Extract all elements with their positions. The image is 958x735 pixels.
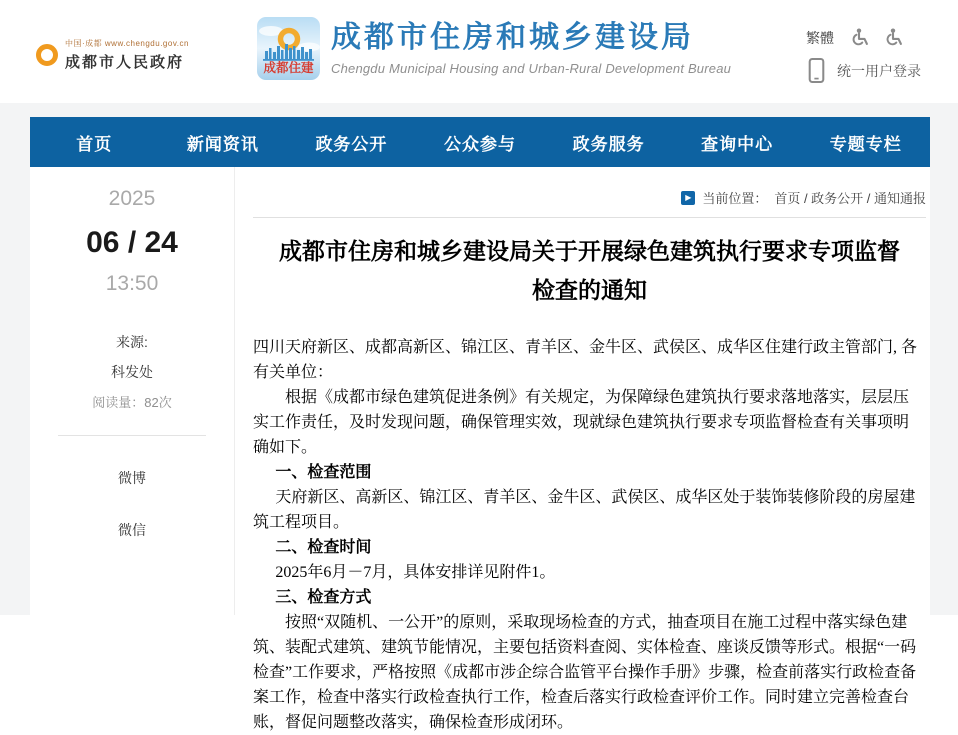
article-section-heading: 二、检查时间: [275, 539, 372, 556]
nav-item-home[interactable]: 首页: [76, 134, 113, 154]
source-label: 来源:: [116, 334, 148, 350]
source-value: 科发处: [111, 364, 153, 380]
share-weibo[interactable]: 微博: [118, 470, 146, 486]
gov-logo-small-text: 中国·成都 www.chengdu.gov.cn: [65, 39, 189, 48]
nav-item-gov-open[interactable]: 政务公开: [315, 134, 388, 154]
main-nav: [30, 117, 930, 167]
app-icon-label: 成都住建: [263, 61, 314, 75]
article-main: [235, 167, 930, 731]
view-count: 阅读量：82次: [92, 395, 172, 410]
nav-item-services[interactable]: 政务服务: [572, 134, 645, 154]
content-card: [30, 167, 930, 731]
breadcrumb-path[interactable]: 首页 / 政务公开 / 通知通报: [774, 191, 926, 206]
mobile-phone-icon[interactable]: [808, 57, 825, 84]
chengdu-gov-logo[interactable]: [36, 38, 189, 72]
gov-ring-icon: [36, 44, 58, 66]
header-tools: [806, 27, 928, 84]
bureau-app-icon: [257, 17, 320, 80]
breadcrumb: [253, 188, 926, 207]
publish-time: 13:50: [105, 272, 159, 295]
article-paragraph: 根据《成都市绿色建筑促进条例》有关规定，为保障绿色建筑执行要求落地落实，层层压实工作责任，及时发现问题，确保管理实效，现就绿色建筑执行要求专项监督检查有关事项明确如下。: [253, 389, 910, 456]
nav-item-public[interactable]: 公众参与: [444, 134, 517, 154]
accessibility-icon-2[interactable]: [882, 27, 904, 49]
sidebar-divider: [58, 435, 206, 436]
breadcrumb-arrow-icon: ▶: [681, 191, 695, 205]
site-subtitle-en: Chengdu Municipal Housing and Urban-Rural Development Bureau: [331, 61, 732, 76]
article-title: 成都市住房和城乡建设局关于开展绿色建筑执行要求专项监督检查的通知: [279, 238, 900, 303]
article-meta-sidebar: [30, 167, 235, 615]
publish-date: 06 / 24: [86, 226, 178, 259]
publish-year: 2025: [108, 187, 156, 210]
article-body: [253, 335, 926, 735]
breadcrumb-prefix: 当前位置：: [702, 191, 768, 206]
article-section-heading: 一、检查范围: [275, 464, 372, 481]
article-paragraph: 天府新区、高新区、锦江区、青羊区、金牛区、武侯区、成华区处于装饰装修阶段的房屋建筑工程项目。: [253, 489, 916, 531]
top-header: [0, 0, 958, 103]
accessibility-icon[interactable]: [848, 27, 870, 49]
breadcrumb-divider: [253, 217, 926, 218]
nav-item-specials[interactable]: 专题专栏: [829, 134, 902, 154]
site-brand[interactable]: [257, 17, 731, 80]
article-paragraph: 按照“双随机、一公开”的原则，采取现场检查的方式，抽查项目在施工过程中落实绿色建筑、装配式建筑、建筑节能情况，主要包括资料查阅、实体检查、座谈反馈等形式。根据“一码检查”工作要求，严格按照《成都市涉企综合监管平台操作手册》步骤，检查前落实行政检查备案工作，检查中落实行政检查执行工作，检查后落实行政检查评价工作。同时建立完善检查台账，督促问题整改落实，确保检查形成闭环。: [253, 614, 917, 731]
traditional-chinese-toggle[interactable]: 繁體: [806, 30, 834, 46]
article-paragraph: 四川天府新区、成都高新区、锦江区、青羊区、金牛区、武侯区、成华区住建行政主管部门, 各有关单位：: [253, 339, 918, 381]
nav-item-news[interactable]: 新闻资讯: [186, 134, 259, 154]
article-section-heading: 三、检查方式: [275, 589, 372, 606]
article-paragraph: 2025年6月－7月，具体安排详见附件1。: [275, 564, 556, 581]
gov-logo-name: 成都市人民政府: [65, 55, 185, 71]
unified-user-login[interactable]: 统一用户登录: [837, 62, 921, 79]
share-wechat[interactable]: 微信: [118, 522, 146, 538]
site-title: 成都市住房和城乡建设局: [331, 21, 694, 54]
nav-item-query[interactable]: 查询中心: [701, 134, 774, 154]
